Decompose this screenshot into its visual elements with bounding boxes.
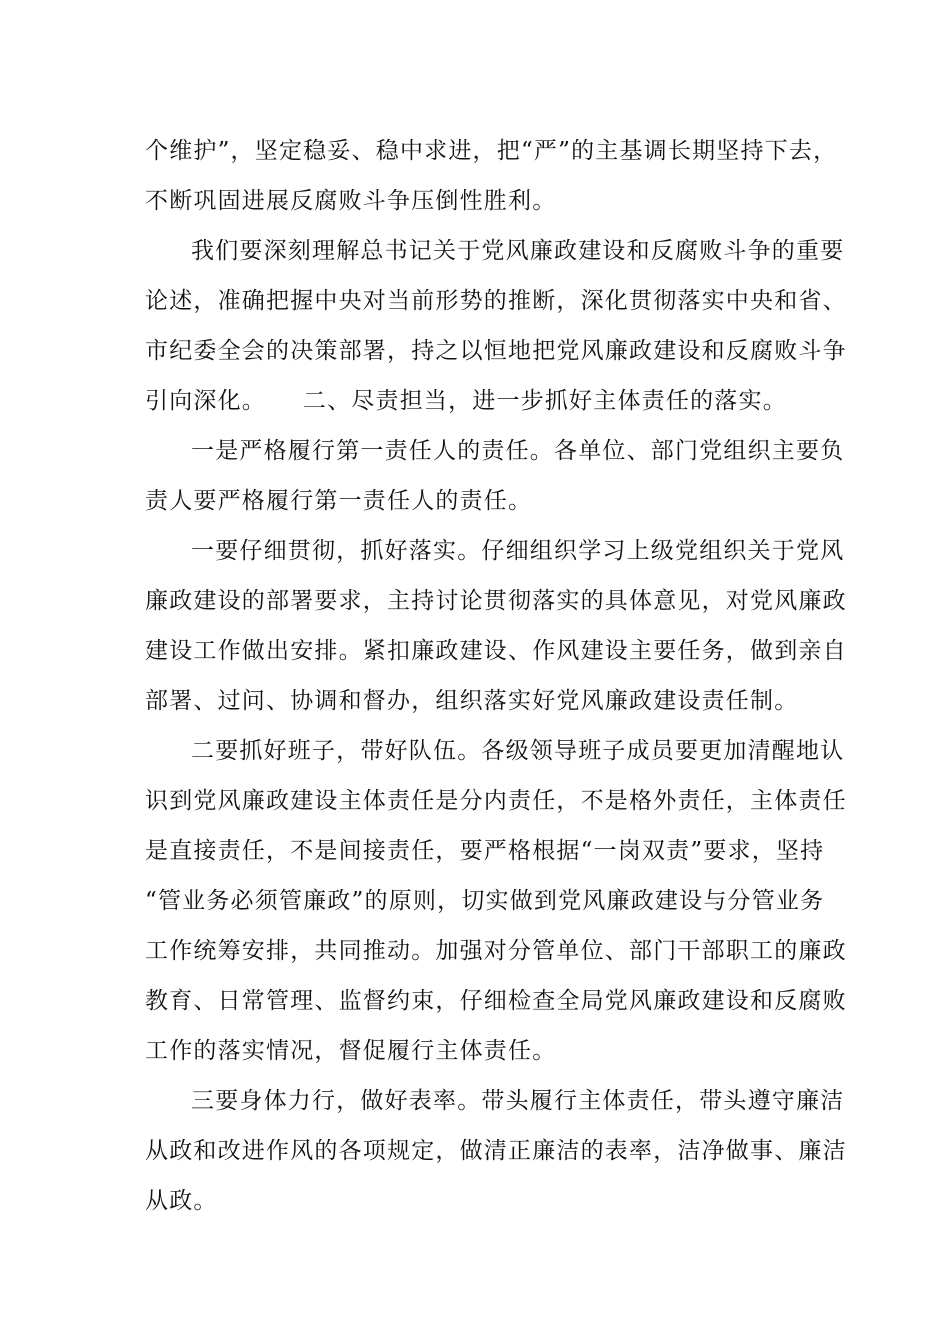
text-line: 个维护”，坚定稳妥、稳中求进，把“严”的主基调长期坚持下去， (145, 138, 838, 164)
text-line: 是直接责任，不是间接责任，要严格根据“一岗双责”要求，坚持 (145, 838, 825, 864)
text-line: 一是严格履行第一责任人的责任。各单位、部门党组织主要负 (191, 438, 845, 464)
text-line: 部署、过问、协调和督办，组织落实好党风廉政建设责任制。 (145, 688, 799, 714)
text-line: 从政和改进作风的各项规定，做清正廉洁的表率，洁净做事、廉洁 (145, 1138, 847, 1164)
text-line: 工作统筹安排，共同推动。加强对分管单位、部门干部职工的廉政 (145, 938, 847, 964)
text-line: 工作的落实情况，督促履行主体责任。 (145, 1038, 557, 1064)
text-line: 从政。 (145, 1188, 218, 1214)
text-line: 建设工作做出安排。紧扣廉政建设、作风建设主要任务，做到亲自 (145, 638, 847, 664)
text-line: 识到党风廉政建设主体责任是分内责任，不是格外责任，主体责任 (145, 788, 847, 814)
text-line: 引向深化。 二、尽责担当，进一步抓好主体责任的落实。 (145, 388, 787, 414)
text-line: “管业务必须管廉政”的原则，切实做到党风廉政建设与分管业务 (145, 888, 825, 914)
text-line: 不断巩固进展反腐败斗争压倒性胜利。 (145, 188, 557, 214)
text-line: 责人要严格履行第一责任人的责任。 (145, 488, 533, 514)
text-line: 一要仔细贯彻，抓好落实。仔细组织学习上级党组织关于党风 (191, 538, 845, 564)
text-line: 三要身体力行，做好表率。带头履行主体责任，带头遵守廉洁 (191, 1088, 845, 1114)
text-line: 廉政建设的部署要求，主持讨论贯彻落实的具体意见，对党风廉政 (145, 588, 847, 614)
text-line: 我们要深刻理解总书记关于党风廉政建设和反腐败斗争的重要 (191, 238, 845, 264)
text-line: 市纪委全会的决策部署，持之以恒地把党风廉政建设和反腐败斗争 (145, 338, 847, 364)
document-body (145, 126, 847, 1226)
text-line: 二要抓好班子，带好队伍。各级领导班子成员要更加清醒地认 (191, 738, 845, 764)
text-line: 教育、日常管理、监督约束，仔细检查全局党风廉政建设和反腐败 (145, 988, 847, 1014)
text-line: 论述，准确把握中央对当前形势的推断，深化贯彻落实中央和省、 (145, 288, 847, 314)
